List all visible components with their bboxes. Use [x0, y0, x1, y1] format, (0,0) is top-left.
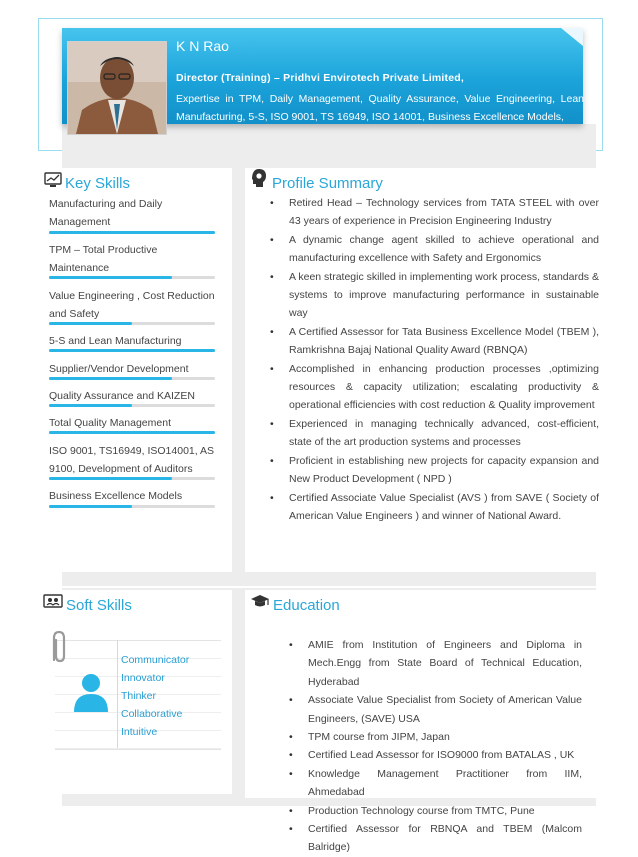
portrait-image — [68, 42, 166, 134]
skill-bar-fill — [49, 404, 132, 407]
skill-bar — [49, 404, 215, 407]
profile-summary-list — [273, 194, 599, 525]
soft-skills-heading: Soft Skills — [66, 597, 132, 614]
skill-bar-fill — [49, 322, 132, 325]
profile-photo — [67, 41, 167, 135]
skill-bar-fill — [49, 231, 215, 234]
skill-label: TPM – Total Productive Maintenance — [49, 244, 158, 274]
paperclip-icon — [48, 630, 68, 669]
skill-label: Value Engineering , Cost Reduction and Safety — [49, 290, 215, 320]
skill-label: Manufacturing and Daily Management — [49, 198, 163, 228]
list-item: • A dynamic change agent skilled to achieve operational and manufacturing excellence with Safety and Ergonomics — [273, 231, 599, 268]
list-item: • Certified Assessor for RBNQA and TBEM (Malcom Balridge) — [292, 820, 582, 857]
skill-label: ISO 9001, TS16949, ISO14001, AS 9100, Development of Auditors — [49, 445, 215, 475]
list-item: • Experienced in managing technically advanced, cost-efficient, state of the art production systems and processes — [273, 415, 599, 452]
list-item: • Knowledge Management Practitioner from IIM, Ahmedabad — [292, 765, 582, 802]
skill-bar — [49, 349, 215, 352]
list-item: • Certified Associate Value Specialist (AVS ) from SAVE ( Society of American Value Engineers ) and winner of National Award. — [273, 489, 599, 526]
key-skills-heading: Key Skills — [65, 175, 131, 192]
expertise-summary: Expertise in TPM, Daily Management, Quality Assurance, Value Engineering, Lean Manufacturing, 5-S, ISO 9001, TS 16949, ISO 14001, Business Excellence Models, — [176, 93, 584, 123]
profile-summary-heading: Profile Summary — [272, 175, 383, 192]
skill-label: Supplier/Vendor Development — [49, 363, 189, 375]
skill-bar-fill — [49, 377, 172, 380]
skill-label: Business Excellence Models — [49, 490, 183, 502]
soft-skill-item: Thinker — [121, 690, 157, 702]
skill-bar — [49, 322, 215, 325]
graduation-cap-icon — [250, 594, 270, 615]
list-item: • Retired Head – Technology services from TATA STEEL with over 43 years of experience in Precision Engineering Industry — [273, 194, 599, 231]
education-heading: Education — [273, 597, 340, 614]
skill-bar — [49, 477, 215, 480]
list-item: • Accomplished in enhancing production processes ,optimizing resources & capacity utilization; escalating productivity & operational efficiencies with cost reduction & Quality improvement — [273, 360, 599, 415]
soft-skill-item: Communicator — [121, 654, 190, 666]
skill-bar — [49, 276, 215, 279]
current-position: Director (Training) – Pridhvi Envirotech Private Limited, — [176, 72, 464, 84]
monitor-chart-icon — [44, 172, 62, 193]
skill-bar-fill — [49, 276, 172, 279]
candidate-name: K N Rao — [176, 38, 229, 54]
head-gear-icon — [251, 168, 267, 193]
list-item: • Certified Lead Assessor for ISO9000 from BATALAS , UK — [292, 746, 582, 764]
person-avatar-icon — [72, 672, 110, 719]
skill-label: 5-S and Lean Manufacturing — [49, 335, 182, 347]
education-list — [292, 636, 582, 857]
list-item: • Production Technology course from TMTC, Pune — [292, 802, 582, 820]
soft-skill-item: Collaborative — [121, 708, 183, 720]
skill-bar — [49, 431, 215, 434]
skill-bar-fill — [49, 349, 215, 352]
skill-bar-fill — [49, 505, 132, 508]
skill-bar — [49, 505, 215, 508]
list-item: • A Certified Assessor for Tata Business Excellence Model (TBEM ), Ramkrishna Bajaj National Quality Award (RBNQA) — [273, 323, 599, 360]
skill-bar — [49, 231, 215, 234]
banner-fold-corner — [561, 28, 583, 46]
skill-label: Quality Assurance and KAIZEN — [49, 390, 195, 402]
soft-skill-item: Intuitive — [121, 726, 158, 738]
soft-skills-divider — [117, 640, 118, 748]
skill-bar — [49, 377, 215, 380]
list-item: • TPM course from JIPM, Japan — [292, 728, 582, 746]
list-item: • Associate Value Specialist from Society of American Value Engineers, (SAVE) USA — [292, 691, 582, 728]
list-item: • A keen strategic skilled in implementing work process, standards & systems to improve manufacturing performance in sustainable way — [273, 268, 599, 323]
skill-bar-fill — [49, 431, 215, 434]
list-item: • AMIE from Institution of Engineers and Diploma in Mech.Engg from State Board of Technical Education, Hyderabad — [292, 636, 582, 691]
list-item: • Proficient in establishing new projects for capacity expansion and New Product Development ( NPD ) — [273, 452, 599, 489]
skill-label: Total Quality Management — [49, 417, 171, 429]
people-monitor-icon — [43, 594, 63, 615]
soft-skill-item: Innovator — [121, 672, 165, 684]
skill-bar-fill — [49, 477, 172, 480]
